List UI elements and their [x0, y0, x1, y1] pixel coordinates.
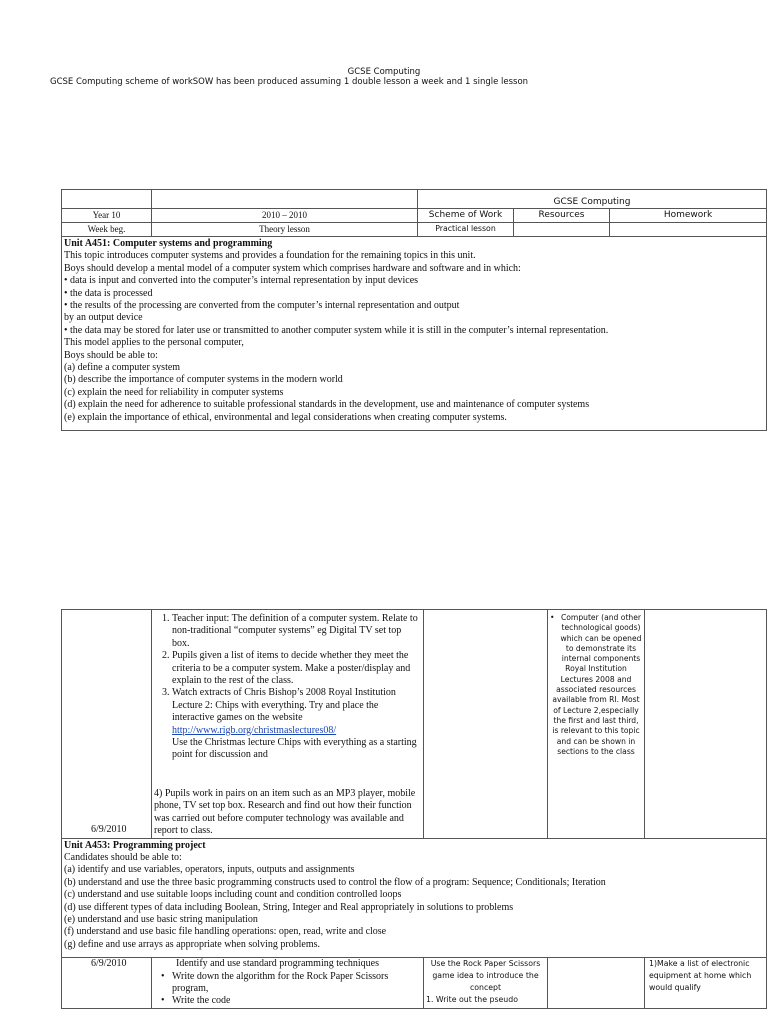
unit-text-line: This model applies to the personal computer, [64, 337, 244, 349]
unit-title: Unit A453: Programming project [64, 839, 206, 851]
resource-text: Royal Institution Lectures 2008 and associated resources available from RI. Most of Lecture 2,especially the first and last third, is relevant to this topic and can be shown in sections to the class [552, 664, 640, 756]
theory-lesson-cell [152, 610, 424, 839]
unit-text-line: (e) understand and use basic string manipulation [64, 913, 258, 925]
table-cell [62, 190, 152, 209]
table-cell [610, 223, 767, 237]
table-row [62, 237, 767, 431]
unit-text-line: by an output device [64, 312, 143, 324]
practical-lesson-cell: Practical lesson [418, 223, 514, 237]
unit-text-line: (b) understand and use the three basic programming constructs used to control the flow of a program: Sequence; Conditionals; Iteration [64, 876, 606, 888]
practical-intro: Use the Rock Paper Scissors game idea to introduce the concept [430, 959, 541, 993]
scheme-header-table [61, 189, 767, 431]
resource-text: Computer (and other technological goods) which can be opened to demonstrate its internal components [560, 613, 642, 664]
rigb-link[interactable]: http://www.rigb.org/christmaslectures08/ [172, 724, 337, 736]
unit-a451-description [62, 237, 767, 431]
unit-title: Unit A451: Computer systems and programming [64, 238, 273, 249]
unit-text-line: (d) explain the need for adherence to suitable professional standards in the development, use and maintenance of computer systems [64, 399, 590, 411]
unit-text-line: (a) define a computer system [64, 362, 181, 374]
homework-cell [645, 610, 767, 839]
unit-text-line: (a) identify and use variables, operators, inputs, outputs and assignments [64, 864, 355, 876]
homework-cell: 1)Make a list of electronic equipment at home which would qualify [645, 958, 767, 1009]
unit-text-line: (c) explain the need for reliability in computer systems [64, 386, 284, 398]
unit-text-line: Candidates should be able to: [64, 851, 182, 863]
table-row [62, 838, 767, 958]
table-cell [152, 190, 418, 209]
unit-text-line: Boys should develop a mental model of a computer system which comprises hardware and software and in which: [64, 262, 521, 274]
list-item: 4) Pupils work in pairs on an item such as an MP3 player, mobile phone, TV set top box. Research and find out how their function was carried out before computer technology was available and report to class. [154, 787, 416, 837]
theory-lesson-cell [152, 958, 424, 1009]
practical-lesson-cell [424, 958, 548, 1009]
week-beg-cell: Week beg. [62, 223, 152, 237]
unit-text-line: • the data is processed [64, 287, 153, 299]
document-title: GCSE Computing [347, 67, 421, 77]
unit-text-line: (c) understand and use suitable loops including count and condition controlled loops [64, 889, 402, 901]
list-item: 2. Pupils given a list of items to decide whether they meet the criteria to be a computer system. Make a poster/display and explain to the rest of the class. [172, 650, 421, 687]
bullet-icon: • [550, 613, 555, 622]
resources-cell [548, 610, 645, 839]
unit-text-line: (g) define and use arrays as appropriate when solving problems. [64, 938, 321, 950]
practical-lesson-cell [424, 610, 548, 839]
theory-lesson-cell: Theory lesson [152, 223, 418, 237]
course-title-cell: GCSE Computing [418, 190, 767, 209]
unit-text-line: (e) explain the importance of ethical, environmental and legal considerations when creating computer systems. [64, 411, 507, 423]
unit-text-line: (d) use different types of data including Boolean, String, Integer and Real appropriately in solutions to problems [64, 901, 514, 913]
table-row [62, 223, 767, 237]
homework-header-cell: Homework [610, 209, 767, 223]
scheme-of-work-cell: Scheme of Work [418, 209, 514, 223]
resources-header-cell: Resources [514, 209, 610, 223]
list-item [172, 687, 421, 761]
lesson-heading: Identify and use standard programming techniques [176, 958, 379, 970]
resource-bullet [550, 613, 642, 664]
unit-text-line: • the results of the processing are converted from the computer’s internal representation and output [64, 300, 460, 312]
table-cell [514, 223, 610, 237]
list-item: • Write the code [172, 995, 421, 1007]
unit-text-line: • the data may be stored for later use or transmitted to another computer system while it is still in the computer’s internal representation. [64, 324, 609, 336]
list-item: • Write down the algorithm for the Rock Paper Scissors program, [172, 971, 421, 996]
unit-text-line: (b) describe the importance of computer systems in the modern world [64, 374, 343, 386]
year-range-cell: 2010 – 2010 [152, 209, 418, 223]
unit-a453-description [62, 838, 767, 958]
unit-text-line: This topic introduces computer systems and provides a foundation for the remaining topics in this unit. [64, 250, 476, 262]
table-row [62, 190, 767, 209]
table-row [62, 610, 767, 839]
document-subtitle: GCSE Computing scheme of workSOW has been produced assuming 1 double lesson a week and 1 single lesson [50, 77, 529, 87]
week-date-cell: 6/9/2010 [62, 610, 152, 839]
unit-text-line: • data is input and converted into the computer’s internal representation by input devices [64, 275, 419, 287]
table-row [62, 209, 767, 223]
practical-step: 1. Write out the pseudo [426, 995, 518, 1005]
list-item-text: Watch extracts of Chris Bishop’s 2008 Royal Institution Lecture 2: Chips with everything. Try and place the interactive games on the website [172, 687, 396, 724]
unit-text-line: Boys should be able to: [64, 349, 158, 361]
table-row [62, 958, 767, 1009]
unit-text-line: (f) understand and use basic file handling operations: open, read, write and close [64, 926, 387, 938]
year-cell: Year 10 [62, 209, 152, 223]
lesson-plan-table [61, 609, 767, 1009]
list-item: 1. Teacher input: The definition of a computer system. Relate to non-traditional “computer systems” eg Digital TV set top box. [172, 613, 421, 650]
week-date-cell: 6/9/2010 [62, 958, 152, 1009]
list-item-text: Use the Christmas lecture Chips with everything as a starting point for discussion and [172, 737, 417, 761]
resources-cell [548, 958, 645, 1009]
